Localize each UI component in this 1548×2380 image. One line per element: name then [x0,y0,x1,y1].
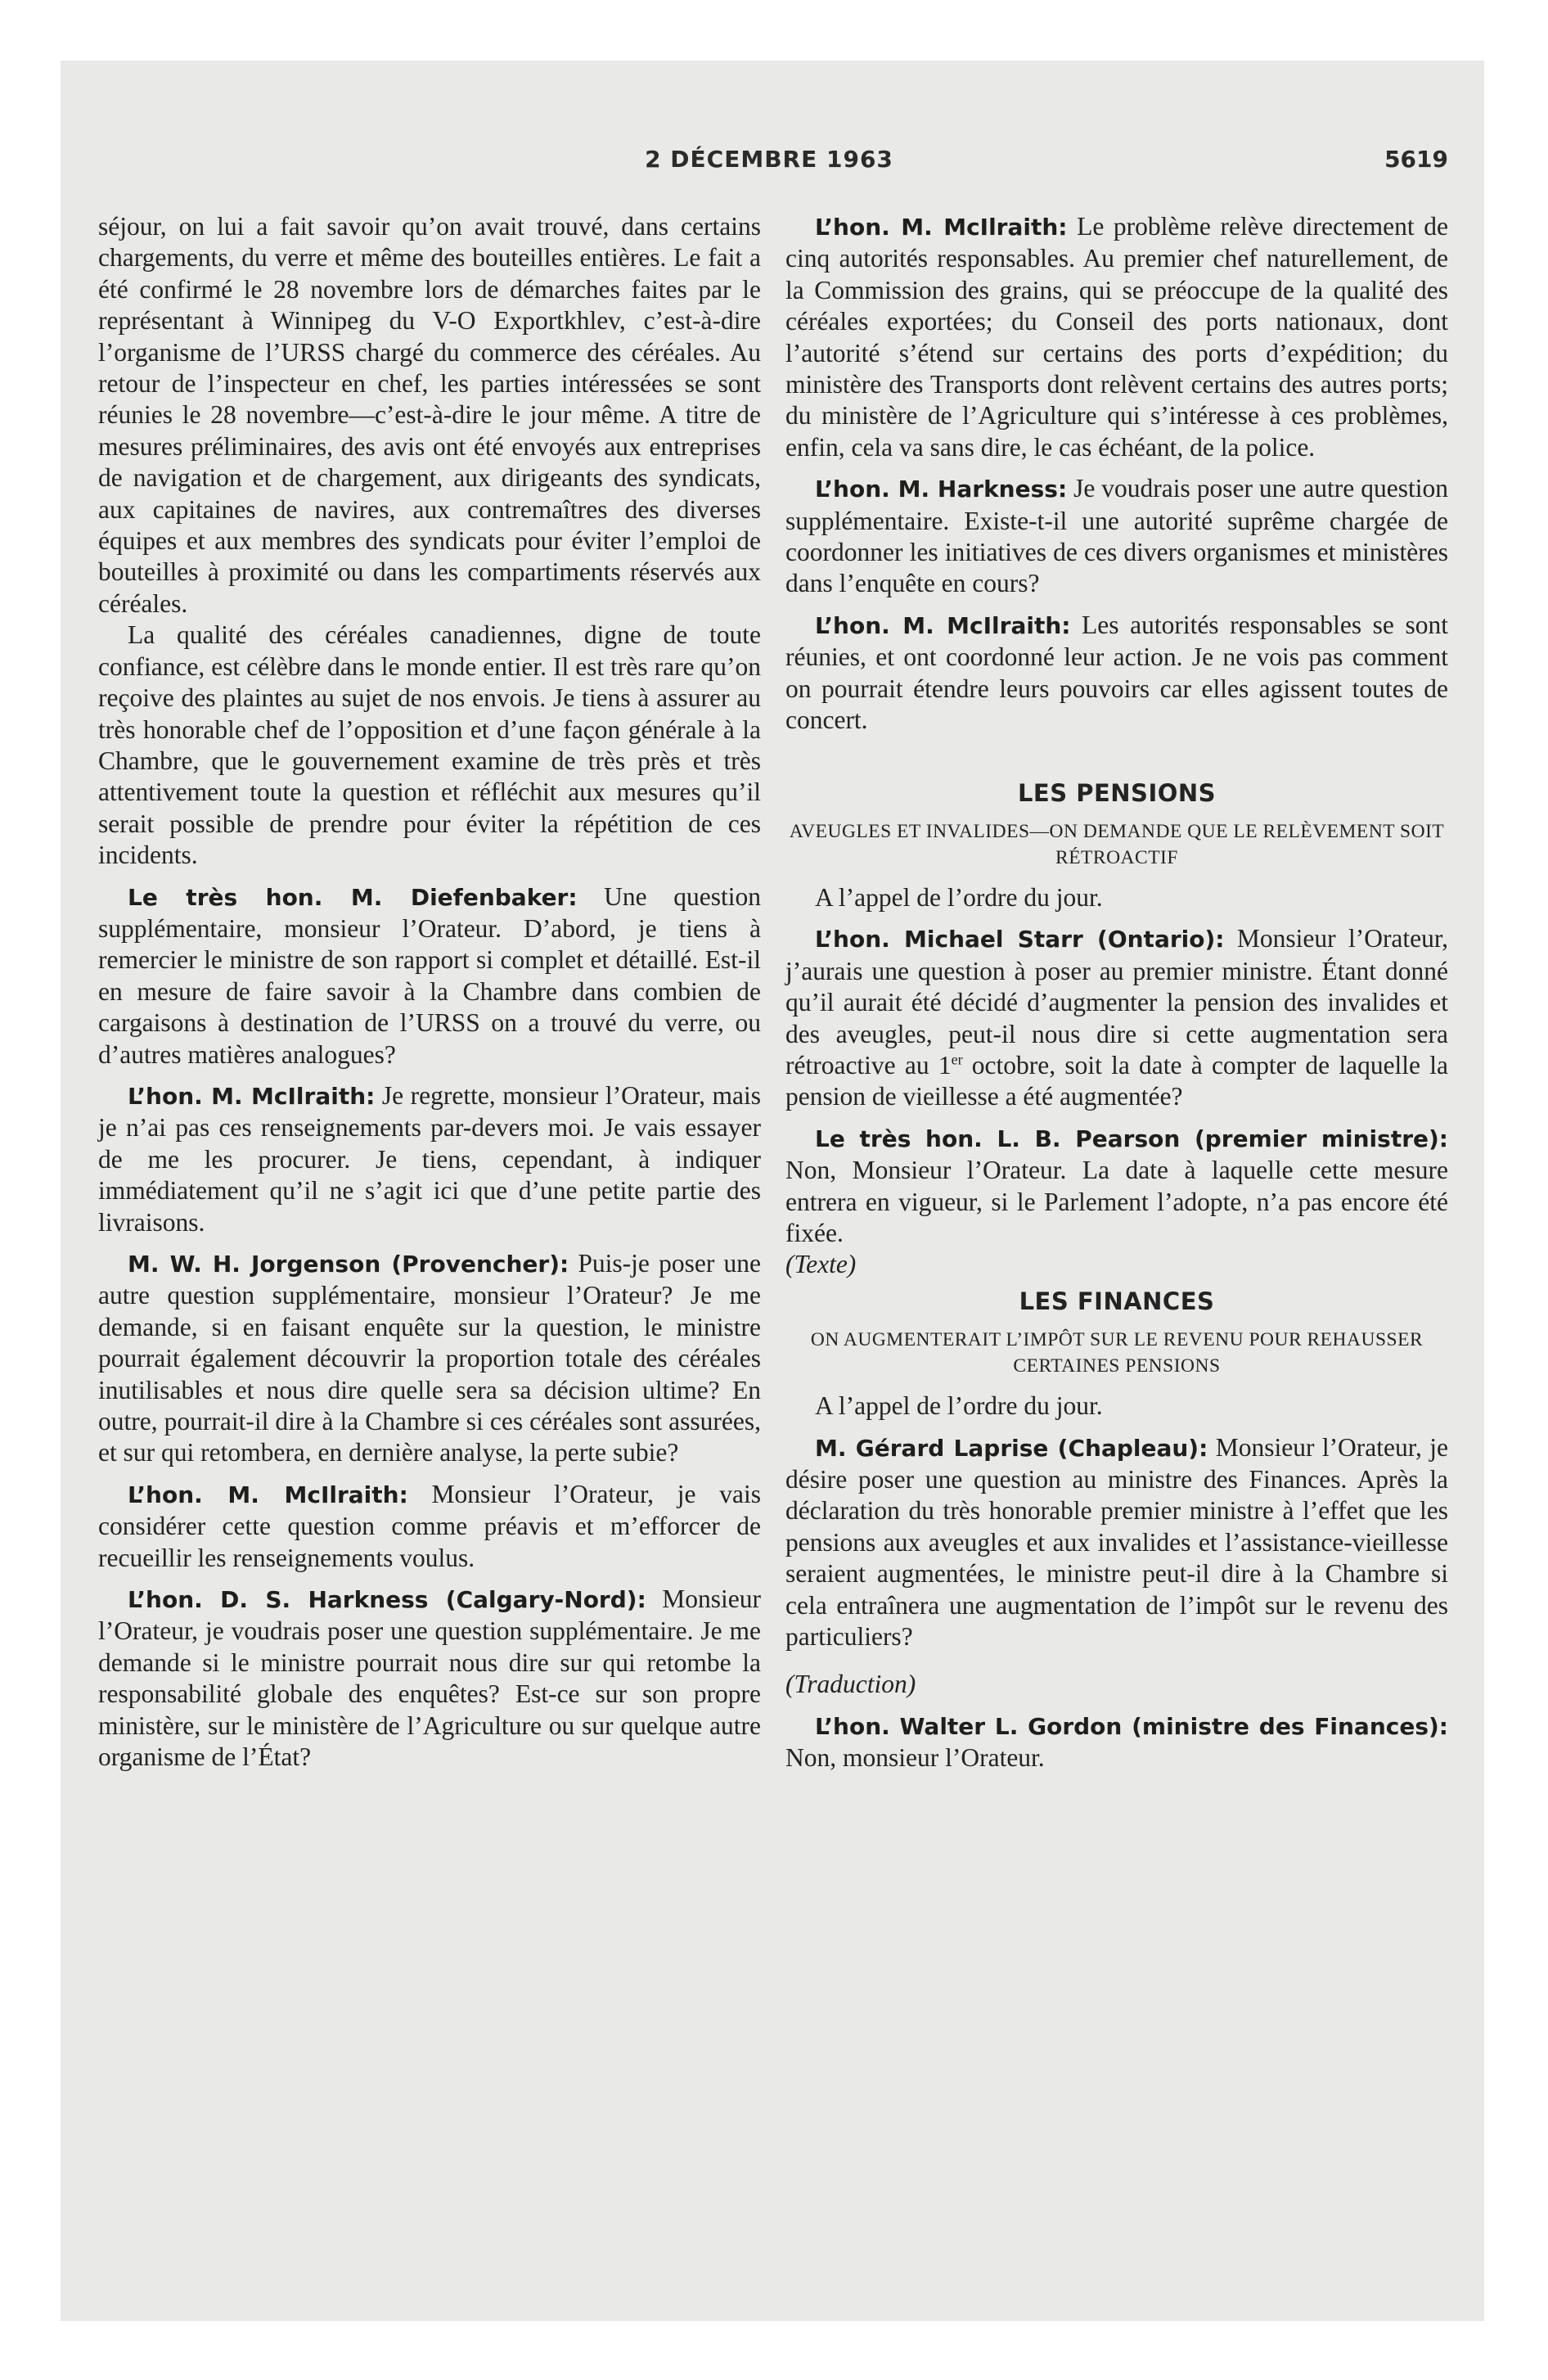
speech-text: Je regrette, monsieur l’Orateur, mais je n’ai pas ces renseignements par-devers moi. Je vais essayer de me les procurer. Je tiens, cependant, à indiquer immédiatement qu’il ne s’agit ici que d’une petite partie des livraisons. [98,1080,761,1237]
speaker-name: L’hon. M. Harkness: [815,476,1068,503]
paragraph: A l’appel de l’ordre du jour. [815,1391,1103,1421]
section-subtitle: ON AUGMENTERAIT L’IMPÔT SUR LE REVENU POUR REHAUSSER CERTAINES PENSIONS [810,1329,1424,1377]
speech-text: Le problème relève directement de cinq autorités responsables. Au premier chef naturellement, de la Commission des grains, qui se préoccupe de la qualité des céréales exportées; du Conseil des ports nationaux, dont l’autorité s’étend sur certains des ports d’expédition; du ministère des Transports dont relèvent certains des autres ports; du ministère de l’Agriculture qui s’intéresse à ces problèmes, enfin, cela va sans dire, le cas échéant, de la police. [785,212,1448,462]
speaker-name: L’hon. M. McIlraith: [128,1481,408,1508]
paragraph: La qualité des céréales canadiennes, digne de toute confiance, est célèbre dans le monde entier. Il est très rare qu’on reçoive des plaintes au sujet de nos envois. Je tiens à assurer au très honorable chef de l’opposition et d’une façon générale à la Chambre, que le gouvernement examine de très près et très attentivement toute la question et réfléchit aux mesures qu’il serait possible de prendre pour éviter la répétition de ces incidents. [98,620,761,870]
speaker-name: L’hon. D. S. Harkness (Calgary-Nord): [128,1586,646,1614]
speech-text: Une question supplémentaire, monsieur l’Orateur. D’abord, je tiens à remercier le ministre de son rapport si complet et détaillé. Est-il en mesure de faire savoir à la Chambre dans combien de cargaisons à destination de l’URSS on a trouvé du verre, ou d’autres matières analogues? [98,881,761,1069]
paragraph [785,473,1448,600]
speech-text: Monsieur l’Orateur, je vais considérer cette question comme préavis et m’efforcer de recueillir les renseignements voulus. [98,1479,761,1572]
left-column [98,211,761,1774]
speaker-name: Le très hon. M. Diefenbaker: [128,883,578,911]
superscript: er [951,1051,963,1068]
speech-text: Les autorités responsables se sont réunies, et ont coordonné leur action. Je ne vois pas comment on pourrait étendre leurs pouvoirs car elles agissent toutes de concert. [785,610,1448,735]
speech-text: Non, monsieur l’Orateur. [785,1743,1045,1773]
paragraph [98,1248,761,1469]
speaker-name: Le très hon. L. B. Pearson (premier ministre): [815,1125,1448,1152]
section-subtitle: AVEUGLES ET INVALIDES—ON DEMANDE QUE LE RELÈVEMENT SOIT RÉTROACTIF [789,820,1445,868]
speech-text: Non, Monsieur l’Orateur. La date à laquelle cette mesure entrera en vigueur, si le Parlement l’adopte, n’a pas encore été fixée. [785,1156,1448,1247]
speaker-name: L’hon. M. McIlraith: [815,611,1071,639]
page-header [90,146,1448,178]
speaker-name: L’hon. Walter L. Gordon (ministre des Finances): [815,1712,1448,1740]
speech-text: Monsieur l’Orateur, je désire poser une question au ministre des Finances. Après la déclaration du très honorable premier ministre à l’effet que les pensions aux aveugles et aux invalides et l’assistance-vieillesse seraient augmentées, le ministre peut-il dire à la Chambre si cela entraînera une augmentation de l’impôt sur le revenu des particuliers? [785,1432,1448,1652]
paragraph [785,211,1448,463]
paragraph [785,610,1448,737]
section-title: LES FINANCES [1019,1287,1215,1315]
paragraph: A l’appel de l’ordre du jour. [815,882,1103,912]
paragraph [785,1432,1448,1653]
speech-text: Monsieur l’Orateur, j’aurais une question à poser au premier ministre. Étant donné qu’il aurait été décidé d’augmenter la pension des invalides et des aveugles, peut-il nous dire si cette augmentation sera rétroactive au 1 [785,924,1448,1080]
paragraph [98,1080,761,1238]
speaker-name: M. Gérard Laprise (Chapleau): [815,1434,1208,1462]
language-note: (Traduction) [785,1670,916,1699]
speaker-name: L’hon. M. McIlraith: [128,1082,376,1110]
paragraph [785,923,1448,1112]
speech-text: Monsieur l’Orateur, je voudrais poser une question supplémentaire. Je me demande si le ministre pourrait nous dire sur qui retombe la responsabilité globale des enquêtes? Est-ce sur son propre ministère, sur le ministère de l’Agriculture ou sur quelque autre organisme de l’État? [98,1584,761,1772]
speaker-name: M. W. H. Jorgenson (Provencher): [128,1251,569,1278]
speaker-name: L’hon. M. McIlraith: [815,214,1068,241]
page-number: 5619 [1384,146,1448,173]
right-column [785,211,1448,1774]
paragraph [98,1479,761,1574]
header-date: 2 DÉCEMBRE 1963 [645,146,893,173]
speech-text: Puis-je poser une autre question supplémentaire, monsieur l’Orateur? Je me demande, si en faisant enquête sur la question, le ministre pourrait également découvrir la proportion totale des céréales inutilisables et nous dire quelle sera sa décision ultime? En outre, pourrait-il dire à la Chambre si ces céréales sont assurées, et sur qui retombera, en dernière analyse, la perte subie? [98,1249,761,1467]
speech-text: octobre, soit la date à compter de laquelle la pension de vieillesse a été augmentée? [785,1050,1448,1111]
paragraph: séjour, on lui a fait savoir qu’on avait trouvé, dans certains chargements, du verre et même des bouteilles entières. Le fait a été confirmé le 28 novembre lors de démarches faites par le représentant à Winnipeg du V-O Exportkhlev, c’est-à-dire l’organisme de l’URSS chargé du commerce des céréales. Au retour de l’inspecteur en chef, les parties intéressées se sont réunies le 28 novembre—c’est-à-dire le jour même. A titre de mesures préliminaires, des avis ont été envoyés aux entreprises de navigation et de chargement, aux dirigeants des syndicats, aux capitaines de navires, aux contremaîtres des diverses équipes et aux membres des syndicats pour éviter l’emploi de bouteilles à proximité ou dans les compartiments réservés aux céréales. [98,212,761,618]
speaker-name: L’hon. Michael Starr (Ontario): [815,926,1225,953]
section-title: LES PENSIONS [1017,778,1217,807]
paragraph [785,1123,1448,1250]
language-note: (Texte) [785,1250,857,1279]
paragraph [98,881,761,1071]
paragraph [98,1584,761,1773]
speech-text: Je voudrais poser une autre question supplémentaire. Existe-t-il une autorité suprême chargée de coordonner les initiatives de ces divers organismes et ministères dans l’enquête en cours? [785,474,1448,598]
paragraph [785,1711,1448,1774]
